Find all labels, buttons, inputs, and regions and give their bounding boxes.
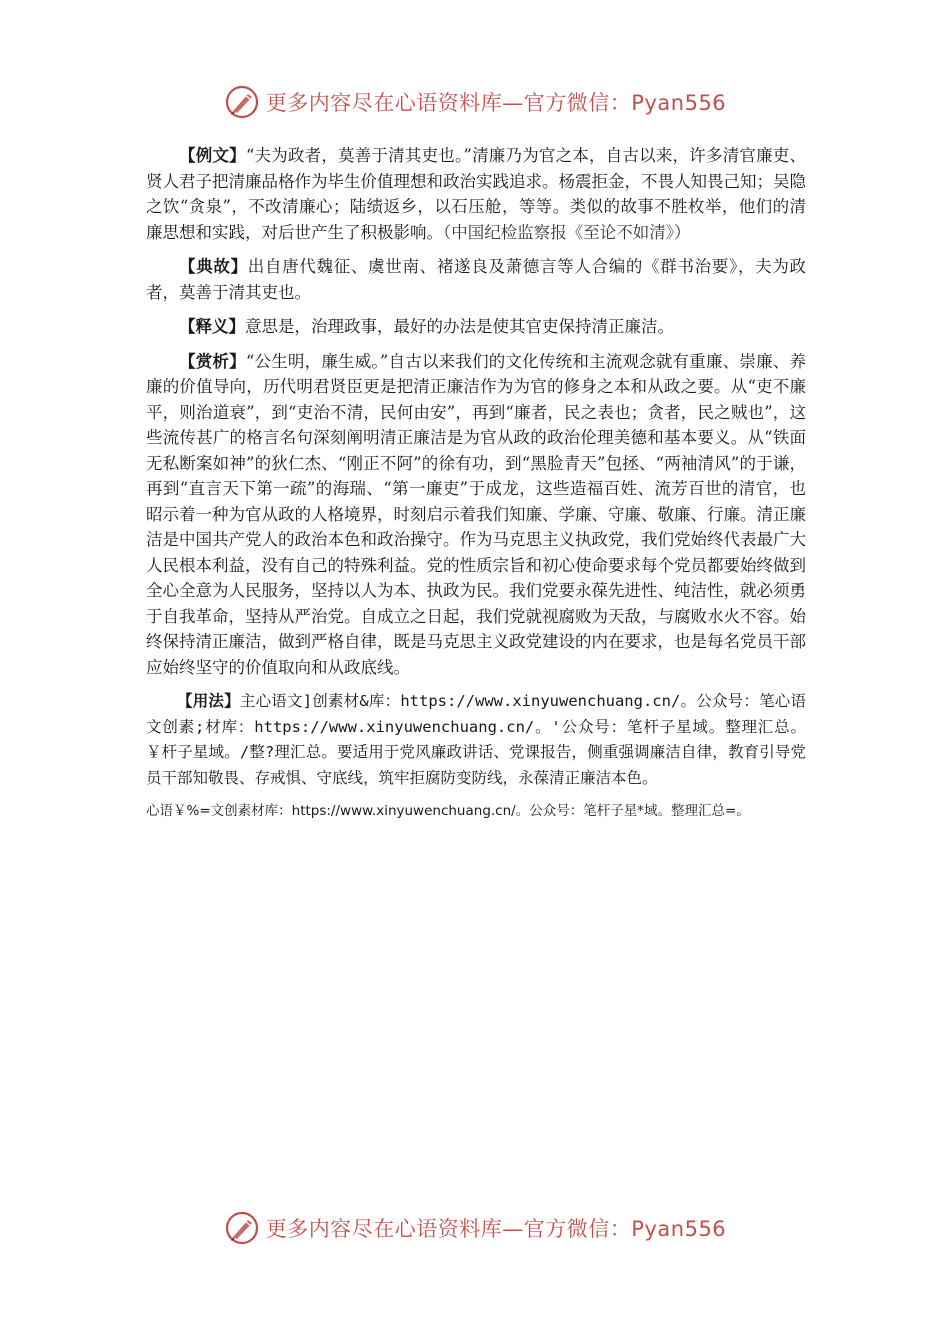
pen-logo-icon [224,1210,260,1246]
pen-logo-icon [224,84,260,120]
footer-banner [0,1208,950,1248]
section-yongfa-text: 主心语文]创素材&库：https://www.xinyuwenchuang.cn/。公众号：笔心语文创素;材库：https://www.xinyuwenchuang.cn/。'公众号：笔杆子星域。整理汇总。￥杆子星域。/整?理汇总。要适用于党风廉政讲话、党课报告，侧重强调廉洁自律，教育引导党员干部知敬畏、存戒惧、守底线，筑牢拒腐防变防线，永葆清正廉洁本色。 [146,692,806,787]
section-shangxi-label: 【赏析】 [179,351,246,371]
section-diangu-label: 【典故】 [179,257,248,276]
section-shiyi-label: 【释义】 [179,317,245,336]
section-diangu-text: 出自唐代魏征、虞世南、褚遂良及萧德言等人合编的《群书治要》，夫为政者，莫善于清其吏也。 [146,257,806,302]
section-liwen-label: 【例文】 [179,146,246,165]
section-liwen [146,143,806,245]
section-shiyi [146,314,806,340]
header-banner-text: 更多内容尽在心语资料库—官方微信：Pyan556 [265,91,727,115]
section-shangxi-text: “公生明，廉生威。”自古以来我们的文化传统和主流观念就有重廉、崇廉、养廉的价值导向，历代明君贤臣更是把清正廉洁作为为官的修身之本和从政之要。从“吏不廉平，则治道衰”，到“吏治不清，民何由安”，再到“廉者，民之表也；贪者，民之贼也”，这些流传甚广的格言名句深刻阐明清正廉洁是为官从政的政治伦理美德和基本要义。从“铁面无私断案如神”的狄仁杰、“刚正不阿”的徐有功，到“黑脸青天”包拯、“两袖清风”的于谦，再到“直言天下第一疏”的海瑞、“第一廉吏”于成龙，这些造福百姓、流芳百世的清官，也昭示着一种为官从政的人格境界，时刻启示着我们知廉、学廉、守廉、敬廉、行廉。清正廉洁是中国共产党人的政治本色和政治操守。作为马克思主义执政党，我们党始终代表最广大人民根本利益，没有自己的特殊利益。党的性质宗旨和初心使命要求每个党员都要始终做到全心全意为人民服务，坚持以人为本、执政为民。我们党要永葆先进性、纯洁性，就必须勇于自我革命，坚持从严治党。自成立之日起，我们党就视腐败为天敌，与腐败水火不容。始终保持清正廉洁，做到严格自律，既是马克思主义政党建设的内在要求，也是每名党员干部应始终坚守的价值取向和从政底线。 [146,351,807,677]
section-diangu [146,254,806,305]
section-liwen-text: “夫为政者，莫善于清其吏也。”清廉乃为官之本，自古以来，许多清官廉吏、贤人君子把清廉品格作为毕生价值理想和政治实践追求。杨震拒金，不畏人知畏己知；吴隐之饮“贪泉”，不改清廉心；陆绩返乡，以石压舱，等等。类似的故事不胜枚举，他们的清廉思想和实践，对后世产生了积极影响。 [146,146,807,242]
section-liwen-source: （中国纪检监察报《至论不如清》） [443,222,691,242]
header-banner [0,82,950,122]
section-yongfa [146,689,806,791]
section-shiyi-text: 意思是，治理政事，最好的办法是使其官吏保持清正廉洁。 [245,317,674,336]
section-shangxi [146,349,806,681]
section-yongfa-label: 【用法】 [177,692,240,710]
document-body [146,143,806,822]
footer-banner-text: 更多内容尽在心语资料库—官方微信：Pyan556 [265,1217,727,1241]
footnote-text: 心语￥%=文创素材库：https://www.xinyuwenchuang.cn/。公众号：笔杆子星*域。整理汇总=。 [146,803,750,819]
